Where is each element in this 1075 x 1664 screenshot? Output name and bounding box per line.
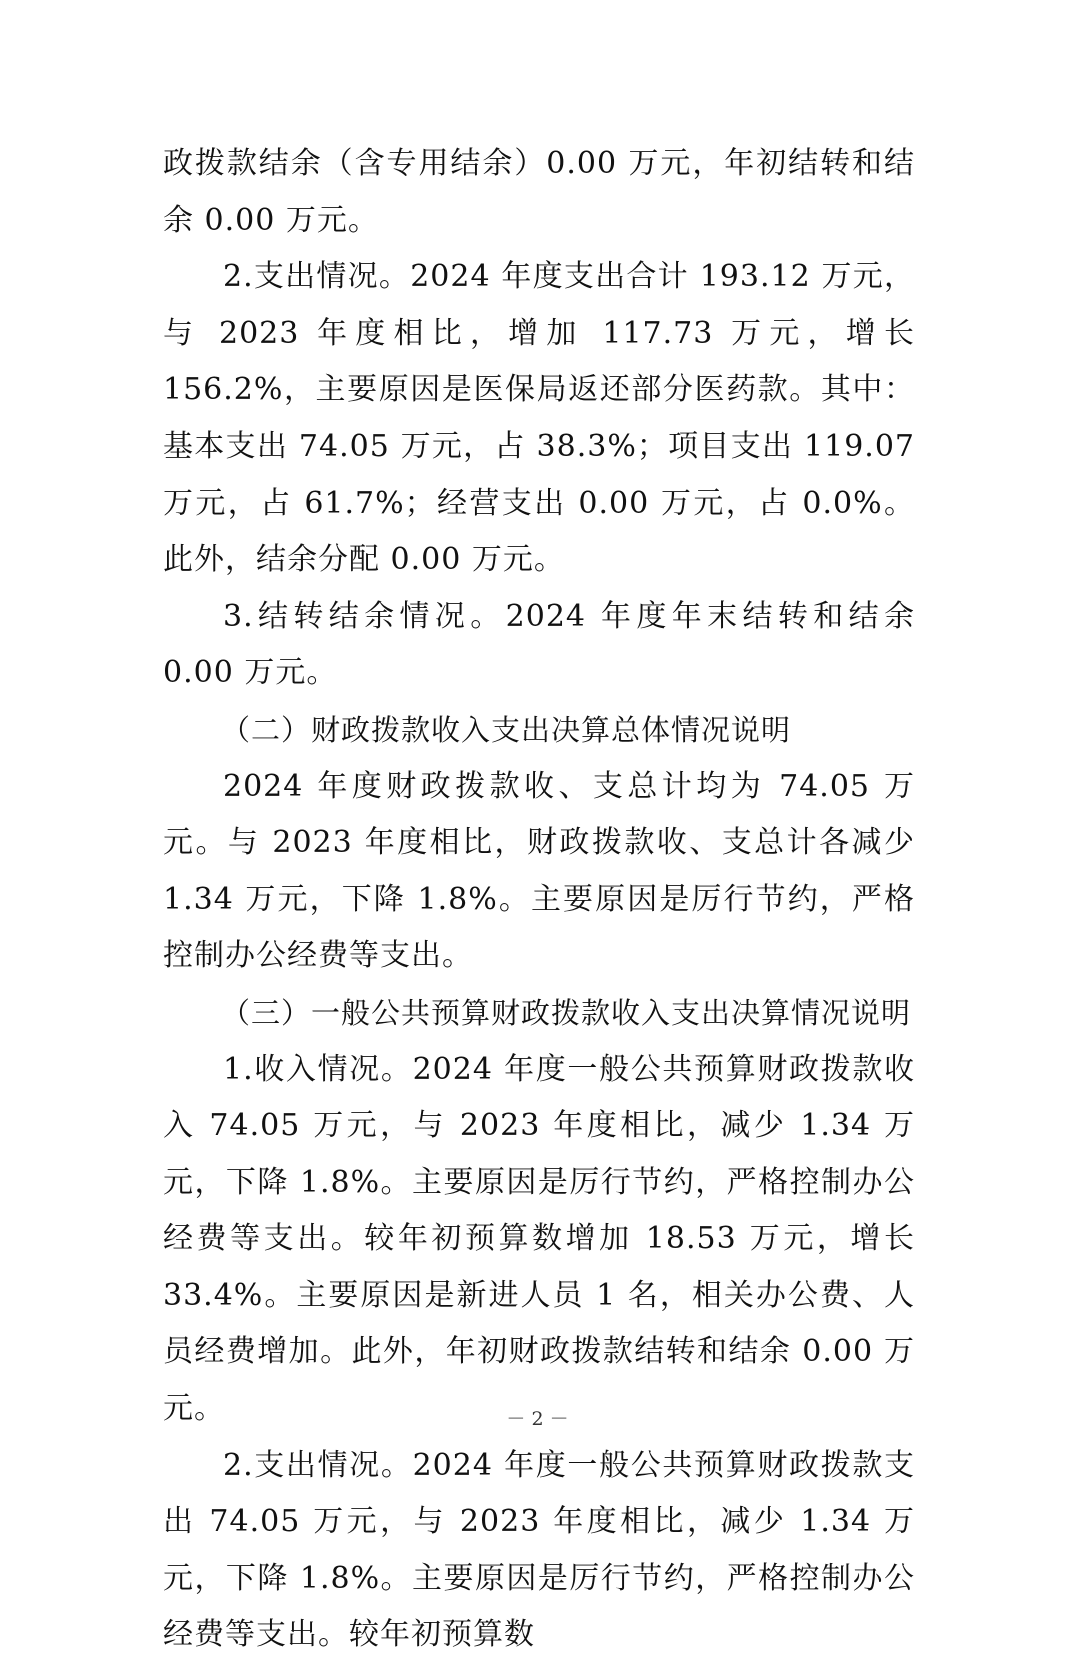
paragraph-general-expenditure: 2.支出情况。2024 年度一般公共预算财政拨款支出 74.05 万元，与 2023 年度相比，减少 1.34 万元，下降 1.8%。主要原因是厉行节约，严格控制办公经费等支出。较年初预算数: [163, 1447, 915, 1653]
page-number: － 2 －: [506, 1408, 569, 1430]
section-heading-2: （二）财政拨款收入支出决算总体情况说明: [221, 712, 792, 747]
section-heading-3: （三）一般公共预算财政拨款收入支出决算情况说明: [221, 995, 912, 1030]
paragraph-expenditure: 2.支出情况。2024 年度支出合计 193.12 万元，与 2023 年度相比，增加 117.73 万元，增长 156.2%，主要原因是医保局返还部分医药款。其中：基本支出 74.05 万元，占 38.3%；项目支出 119.07 万元，占 61.7%；经营支出 0.00 万元，占 0.0%。此外，结余分配 0.00 万元。: [163, 259, 915, 578]
paragraph-carryover: 政拨款结余（含专用结余）0.00 万元，年初结转和结余 0.00 万元。: [163, 146, 915, 238]
paragraph-carryover-balance: 3.结转结余情况。2024 年度年末结转和结余 0.00 万元。: [163, 598, 915, 691]
document-body: [163, 136, 915, 1664]
paragraph-general-income: 1.收入情况。2024 年度一般公共预算财政拨款收入 74.05 万元，与 2023 年度相比，减少 1.34 万元，下降 1.8%。主要原因是厉行节约，严格控制办公经费等支出。较年初预算数增加 18.53 万元，增长 33.4%。主要原因是新进人员 1 名，相关办公费、人员经费增加。此外，年初财政拨款结转和结余 0.00 万元。: [163, 1051, 915, 1427]
paragraph-fiscal-total: 2024 年度财政拨款收、支总计均为 74.05 万元。与 2023 年度相比，财政拨款收、支总计各减少 1.34 万元，下降 1.8%。主要原因是厉行节约，严格控制办公经费等支出。: [163, 768, 915, 974]
